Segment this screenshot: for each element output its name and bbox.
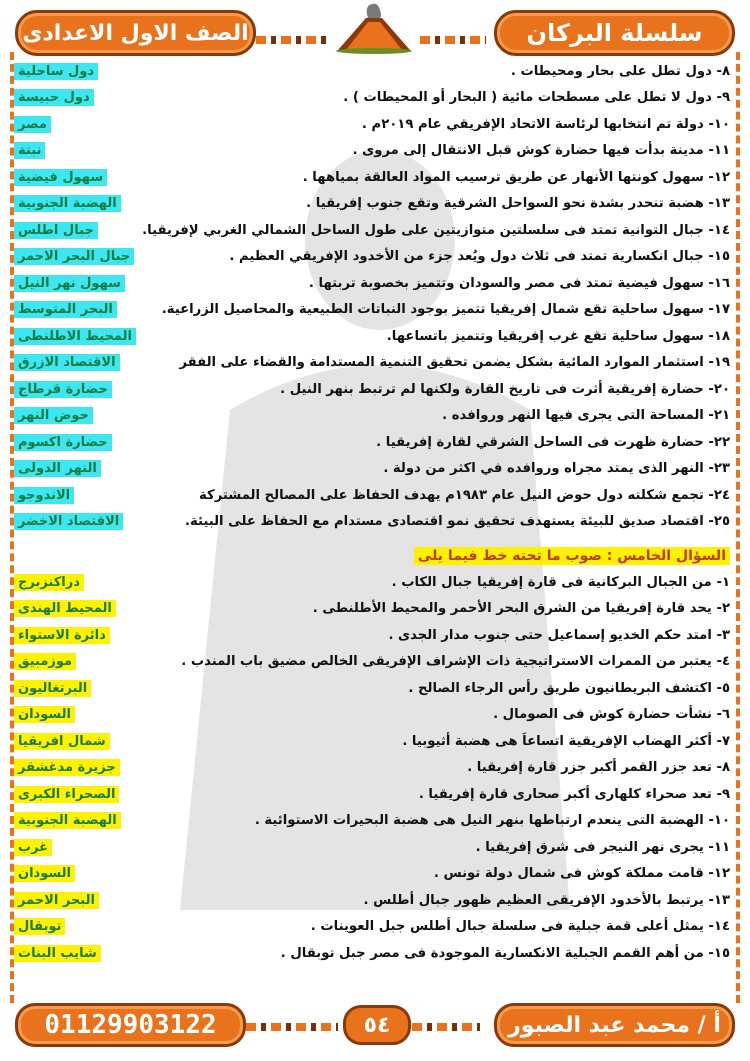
question-statement: حضارة إفريقية أثرت فى تاريخ القارة ولكنها لم ترتبط بنهر النيل .: [280, 381, 704, 397]
answer-highlight: جزيرة مدغشقر: [14, 759, 120, 776]
question-row: [14, 270, 730, 297]
question-text: [408, 681, 730, 696]
question-text: [311, 919, 730, 934]
question-row: [14, 569, 730, 596]
question-statement: تجمع شكلته دول حوض النيل عام ١٩٨٣م يهدف الحفاظ على المصالح المشتركة: [199, 487, 704, 503]
question-number: ١٠-: [708, 813, 730, 829]
answer-highlight: نبتة: [14, 142, 45, 159]
question-text: [362, 117, 730, 132]
question-statement: نشأت حضارة كوش فى الصومال .: [493, 707, 712, 723]
section5-heading: [14, 543, 730, 569]
question-text: [376, 435, 730, 450]
phone-number: 01129903122: [15, 1003, 246, 1047]
question-number: ١٥-: [708, 945, 730, 961]
question-statement: جبال انكسارية تمتد فى ثلاث دول ويُعد جزء من الأخدود الإفريقي العظيم .: [229, 249, 704, 265]
answer-highlight: البرتغاليون: [14, 680, 91, 697]
series-title: سلسلة البركان: [494, 10, 735, 56]
question-row: [14, 808, 730, 835]
question-statement: يرتبط بالأخدود الإفريقى العظيم ظهور جبال أطلس .: [363, 892, 704, 908]
question-text: [255, 813, 730, 828]
answer-highlight: البحر المتوسط: [14, 301, 117, 318]
question-row: [14, 509, 730, 536]
question-row: [14, 403, 730, 430]
question-text: [309, 276, 730, 291]
grade-title: الصف الاول الاعدادى: [15, 10, 256, 56]
section5-title: السؤال الخامس : صوب ما تحته خط فيما يلى: [414, 547, 730, 565]
answer-highlight: حوض النهر: [14, 407, 93, 424]
question-text: [434, 866, 730, 881]
question-statement: أكثر الهضاب الإفريقية اتساعاَ هى هضبة أثيوبيا .: [402, 733, 712, 749]
question-text: [353, 143, 730, 158]
answer-highlight: جبال البحر الاحمر: [14, 248, 134, 265]
question-statement: حضارة ظهرت فى الساحل الشرقي لقارة إفريقيا .: [376, 434, 704, 450]
question-statement: دول تطل على بحار ومحيطات .: [510, 63, 712, 79]
answer-highlight: دول ساحلية: [14, 63, 98, 80]
question-statement: المساحة التى يجرى فيها النهر وروافده .: [442, 408, 704, 424]
question-text: [306, 196, 730, 211]
question-row: [14, 350, 730, 377]
question-number: ٤-: [716, 654, 730, 670]
question-number: ١٧-: [708, 302, 730, 318]
question-text: [383, 461, 730, 476]
question-statement: قامت مملكة كوش فى شمال دولة تونس .: [433, 866, 704, 882]
answer-highlight: البحر الاحمر: [14, 892, 99, 909]
answer-highlight: الاقتصاد الازرق: [14, 354, 120, 371]
question-text: [185, 514, 730, 529]
question-statement: استثمار الموارد المائية بشكل يضمن تحقيق التنمية المستدامة والقضاء على الفقر: [179, 355, 704, 371]
answer-highlight: سهول نهر النيل: [14, 275, 125, 292]
question-text: [476, 840, 730, 855]
question-row: [14, 164, 730, 191]
question-number: ٢٣-: [708, 461, 730, 477]
answer-highlight: شايب البنات: [14, 945, 101, 962]
question-statement: من الجبال البركانية فى قارة إفريقيا جبال الكاب .: [391, 574, 712, 590]
question-row: [14, 622, 730, 649]
question-text: [179, 355, 730, 370]
question-text: [392, 575, 730, 590]
answer-highlight: توبقال: [14, 918, 65, 935]
question-number: ٣-: [716, 627, 730, 643]
answer-highlight: النهر الدولى: [14, 460, 101, 477]
question-text: [281, 946, 730, 961]
question-number: ١٠-: [708, 116, 730, 132]
question-text: [313, 601, 730, 616]
question-number: ١٥-: [708, 249, 730, 265]
question-statement: تعد جزر القمر أكبر جزر قارة إفريقيا .: [467, 760, 712, 776]
question-statement: سهول ساحلية تقع غرب إفريقيا وتتميز باتساعها.: [386, 328, 704, 344]
content-area: [14, 58, 730, 967]
answer-highlight: السودان: [14, 706, 75, 723]
question-number: ٩-: [716, 90, 730, 106]
question-text: [511, 64, 730, 79]
answer-highlight: السودان: [14, 865, 75, 882]
question-row: [14, 323, 730, 350]
question-number: ٢٥-: [708, 514, 730, 530]
question-statement: سهول كونتها الأنهار عن طريق ترسيب المواد العالقة بمياهها .: [302, 169, 704, 185]
question-row: [14, 596, 730, 623]
question-number: ٢-: [716, 601, 730, 617]
question-number: ٥-: [716, 680, 730, 696]
question-number: ١٣-: [708, 892, 730, 908]
question-number: ١٤-: [708, 919, 730, 935]
question-statement: يحد قارة إفريقيا من الشرق البحر الأحمر والمحيط الأطلنطى .: [312, 601, 712, 617]
answer-highlight: الاقتصاد الاخضر: [14, 513, 123, 530]
answer-highlight: دراكنزبرج: [14, 574, 84, 591]
question-text: [442, 408, 730, 423]
question-number: ١٨-: [708, 328, 730, 344]
question-text: [343, 90, 730, 105]
answer-highlight: شمال افريقيا: [14, 733, 110, 750]
question-text: [280, 382, 730, 397]
frame-right-border: [736, 52, 740, 1003]
footer-divider-right: [412, 1023, 480, 1031]
question-row: [14, 702, 730, 729]
footer-divider-left: [246, 1023, 338, 1031]
question-text: [199, 488, 730, 503]
question-row: [14, 111, 730, 138]
answer-highlight: الصحراء الكبرى: [14, 786, 119, 803]
question-statement: مدينة بدأت فيها حضارة كوش قبل الانتقال إلى مروى .: [352, 143, 704, 159]
question-row: [14, 217, 730, 244]
question-number: ١١-: [708, 839, 730, 855]
question-row: [14, 429, 730, 456]
answer-highlight: الهضبة الجنوبية: [14, 812, 121, 829]
question-number: ١٢-: [708, 866, 730, 882]
question-number: ٩-: [716, 786, 730, 802]
question-number: ٢٠-: [708, 381, 730, 397]
question-statement: يمثل أعلى قمة جبلية فى سلسلة جبال أطلس جبل العوينات .: [310, 919, 704, 935]
question-number: ٢٤-: [708, 487, 730, 503]
question-number: ١٢-: [708, 169, 730, 185]
header-divider-right: [420, 36, 486, 44]
question-statement: هضبة تنحدر بشدة نحو السواحل الشرقية وتقع جنوب إفريقيا .: [306, 196, 704, 212]
question-text: [387, 329, 730, 344]
answer-highlight: الهضبة الجنوبية: [14, 195, 121, 212]
question-row: [14, 138, 730, 165]
question-row: [14, 85, 730, 112]
answer-highlight: مصر: [14, 116, 51, 133]
question-row: [14, 482, 730, 509]
question-row: [14, 191, 730, 218]
question-statement: اقتصاد صديق للبيئة يستهدف تحقيق نمو اقتصادى مستدام مع الحفاظ على البيئة.: [184, 514, 704, 530]
header-divider-left: [256, 36, 330, 44]
page-number: ٥٤: [343, 1005, 411, 1045]
question-statement: يعتبر من الممرات الاستراتيجية ذات الإشراف الإفريقى الخالص مضيق باب المندب .: [181, 654, 712, 670]
question-statement: امتد حكم الخديو إسماعيل حتى جنوب مدار الجدى .: [388, 627, 712, 643]
question-statement: جبال التوانية تمتد فى سلسلتين متوازيتين على طول الساحل الشمالي الغربي لإفريقيا.: [142, 222, 704, 238]
question-statement: دولة تم انتخابها لرئاسة الاتحاد الإفريقي عام ٢٠١٩م .: [361, 116, 704, 132]
question-row: [14, 244, 730, 271]
answer-highlight: جبال اطلس: [14, 222, 98, 239]
question-row: [14, 861, 730, 888]
question-row: [14, 834, 730, 861]
answer-highlight: حضارة اكسوم: [14, 434, 112, 451]
question-row: [14, 297, 730, 324]
question-text: [388, 628, 730, 643]
question-statement: دول لا تطل على مسطحات مائية ( البحار أو المحيطات ) .: [343, 90, 712, 106]
question-statement: تعد صحراء كلهارى أكبر صحارى قارة إفريقيا .: [418, 786, 712, 802]
question-statement: اكتشف البريطانيون طريق رأس الرجاء الصالح .: [408, 680, 712, 696]
question-row: [14, 914, 730, 941]
question-statement: سهول فيضية تمتد فى مصر والسودان وتتميز بخصوبة تربتها .: [308, 275, 704, 291]
question-number: ٢١-: [708, 408, 730, 424]
question-text: [162, 302, 730, 317]
question-row: [14, 887, 730, 914]
answer-highlight: سهول فيضية: [14, 169, 107, 186]
question-number: ١١-: [708, 143, 730, 159]
question-number: ٢٢-: [708, 434, 730, 450]
answer-highlight: الاندوجو: [14, 487, 74, 504]
question-number: ٨-: [716, 760, 730, 776]
question-statement: يجرى نهر النيجر فى شرق إفريقيا .: [475, 839, 704, 855]
question-row: [14, 781, 730, 808]
question-text: [467, 760, 730, 775]
question-row: [14, 755, 730, 782]
answer-highlight: حضارة قرطاج: [14, 381, 112, 398]
question-text: [402, 734, 730, 749]
question-text: [303, 170, 730, 185]
teacher-name: أ / محمد عبد الصبور: [494, 1003, 735, 1047]
answer-highlight: دول حبيسة: [14, 89, 94, 106]
question-number: ٧-: [716, 733, 730, 749]
answer-highlight: المحيط الاطلنطى: [14, 328, 136, 345]
question-text: [493, 707, 730, 722]
question-number: ٦-: [716, 707, 730, 723]
part2-list: [14, 569, 730, 967]
answer-highlight: موزمبيق: [14, 653, 76, 670]
question-number: ١٩-: [708, 355, 730, 371]
question-row: [14, 728, 730, 755]
question-statement: النهر الذى يمتد مجراه وروافده في اكثر من دولة .: [383, 461, 704, 477]
volcano-icon: [334, 2, 414, 54]
question-number: ١-: [716, 574, 730, 590]
question-text: [181, 654, 730, 669]
question-text: [364, 893, 730, 908]
question-number: ١٦-: [708, 275, 730, 291]
question-number: ١٣-: [708, 196, 730, 212]
question-row: [14, 58, 730, 85]
question-row: [14, 940, 730, 967]
question-row: [14, 376, 730, 403]
question-row: [14, 675, 730, 702]
question-text: [229, 249, 730, 264]
question-text: [419, 787, 730, 802]
question-row: [14, 456, 730, 483]
part1-list: [14, 58, 730, 535]
answer-highlight: غرب: [14, 839, 52, 856]
question-statement: سهول ساحلية تقع شمال إفريقيا تتميز بوجود النباتات الطبيعية والمحاصيل الزراعية.: [161, 302, 704, 318]
answer-highlight: دائرة الاستواء: [14, 627, 110, 644]
question-statement: الهضبة التى ينعدم ارتباطها بنهر النيل هى هضبة البحيرات الاستوائية .: [254, 813, 704, 829]
question-number: ١٤-: [708, 222, 730, 238]
question-statement: من أهم القمم الجبلية الانكسارية الموجودة فى مصر جبل توبقال .: [280, 945, 704, 961]
answer-highlight: المحيط الهندى: [14, 600, 116, 617]
question-text: [142, 223, 730, 238]
question-row: [14, 649, 730, 676]
question-number: ٨-: [716, 63, 730, 79]
